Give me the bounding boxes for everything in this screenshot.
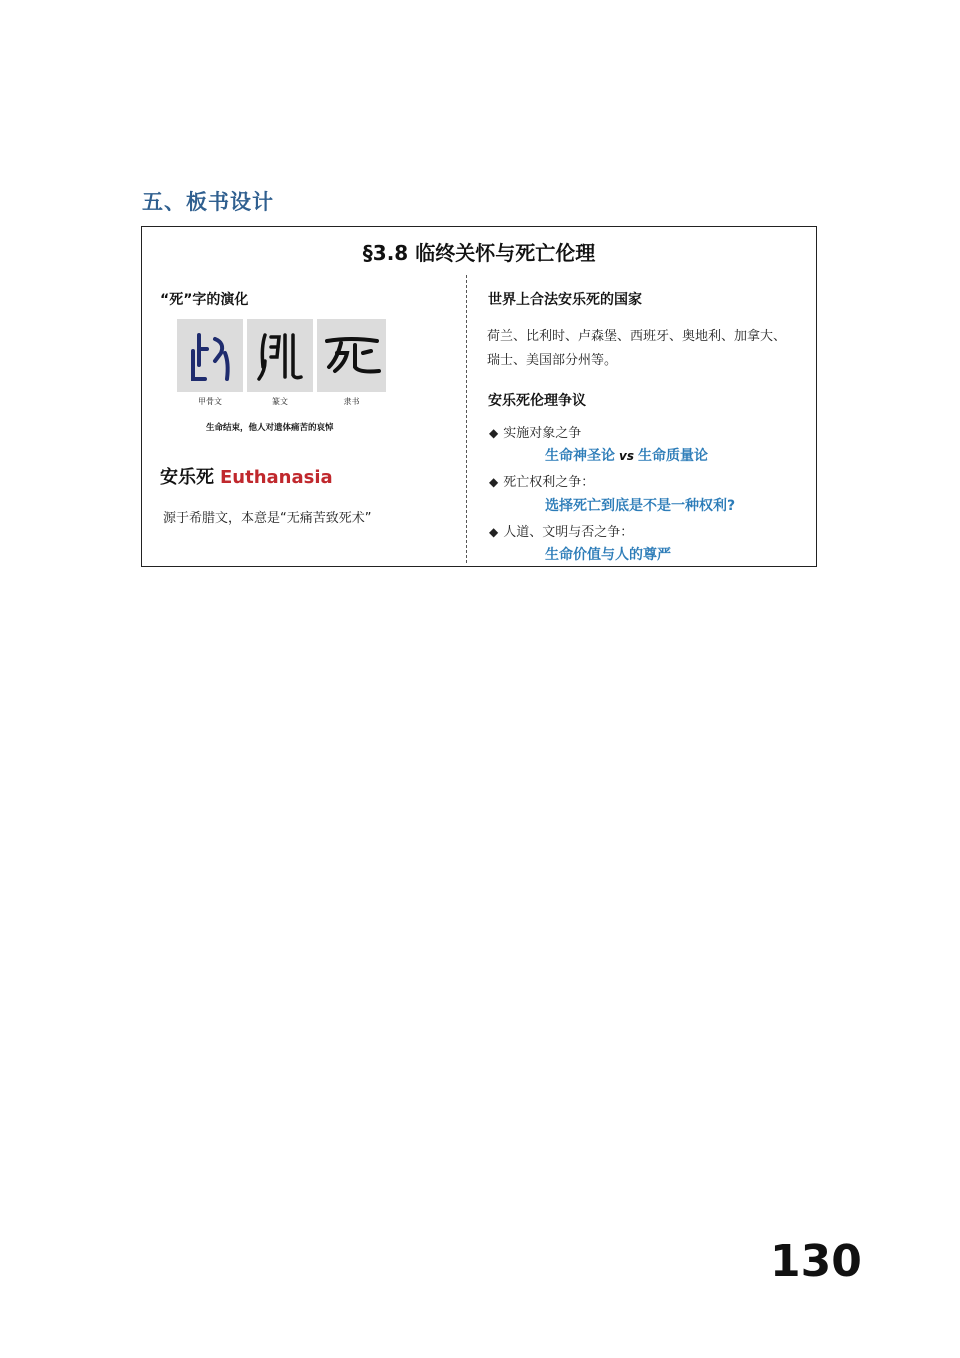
dispute-answer xyxy=(545,445,708,465)
euthanasia-zh: 安乐死 xyxy=(160,467,214,488)
dispute-item xyxy=(489,422,581,441)
versus-label: vs xyxy=(619,449,634,463)
glyph-evolution-strip xyxy=(177,319,386,407)
glyph-caption: 隶书 xyxy=(343,397,360,406)
column-divider xyxy=(466,275,467,563)
seal-script-glyph-image xyxy=(247,319,313,392)
dispute-label: 实施对象之争 xyxy=(503,426,582,441)
dispute-answer: 选择死亡到底是不是一种权利? xyxy=(545,498,736,514)
char-evolution-heading: “死”字的演化 xyxy=(160,292,249,308)
euthanasia-origin: 源于希腊文，本意是“无痛苦致死术” xyxy=(163,511,372,526)
ethics-heading: 安乐死伦理争议 xyxy=(488,393,586,409)
dispute-item xyxy=(489,471,594,490)
countries-line: 荷兰、比利时、卢森堡、西班牙、奥地利、加拿大、 xyxy=(487,329,787,344)
answer-b: 生命质量论 xyxy=(637,448,708,464)
oracle-bone-glyph-image xyxy=(177,319,243,392)
diamond-bullet-icon: ◆ xyxy=(489,475,499,489)
board-title: §3.8 临终关怀与死亡伦理 xyxy=(362,241,596,265)
euthanasia-title xyxy=(160,463,333,489)
clerical-script-glyph-image xyxy=(317,319,386,392)
glyph-caption: 篆文 xyxy=(272,397,288,406)
clerical-glyph xyxy=(317,319,386,407)
blackboard-design-box xyxy=(141,226,817,567)
dispute-label: 人道、文明与否之争： xyxy=(503,525,634,540)
glyph-note: 生命结束，他人对遗体痛苦的哀悼 xyxy=(206,423,334,433)
diamond-bullet-icon: ◆ xyxy=(489,525,499,539)
euthanasia-en: Euthanasia xyxy=(220,467,333,488)
section-heading: 五、板书设计 xyxy=(142,190,274,214)
page-number: 130 xyxy=(770,1236,862,1287)
seal-glyph xyxy=(247,319,313,407)
answer-a: 生命神圣论 xyxy=(545,448,615,464)
oracle-glyph xyxy=(177,319,243,407)
countries-list xyxy=(487,325,807,373)
glyph-caption: 甲骨文 xyxy=(198,397,222,406)
dispute-answer: 生命价值与人的尊严 xyxy=(545,547,671,563)
countries-heading: 世界上合法安乐死的国家 xyxy=(488,292,642,308)
dispute-item xyxy=(489,521,633,540)
countries-line: 瑞士、美国部分州等。 xyxy=(487,353,618,368)
diamond-bullet-icon: ◆ xyxy=(489,426,499,440)
dispute-label: 死亡权利之争： xyxy=(503,475,595,490)
